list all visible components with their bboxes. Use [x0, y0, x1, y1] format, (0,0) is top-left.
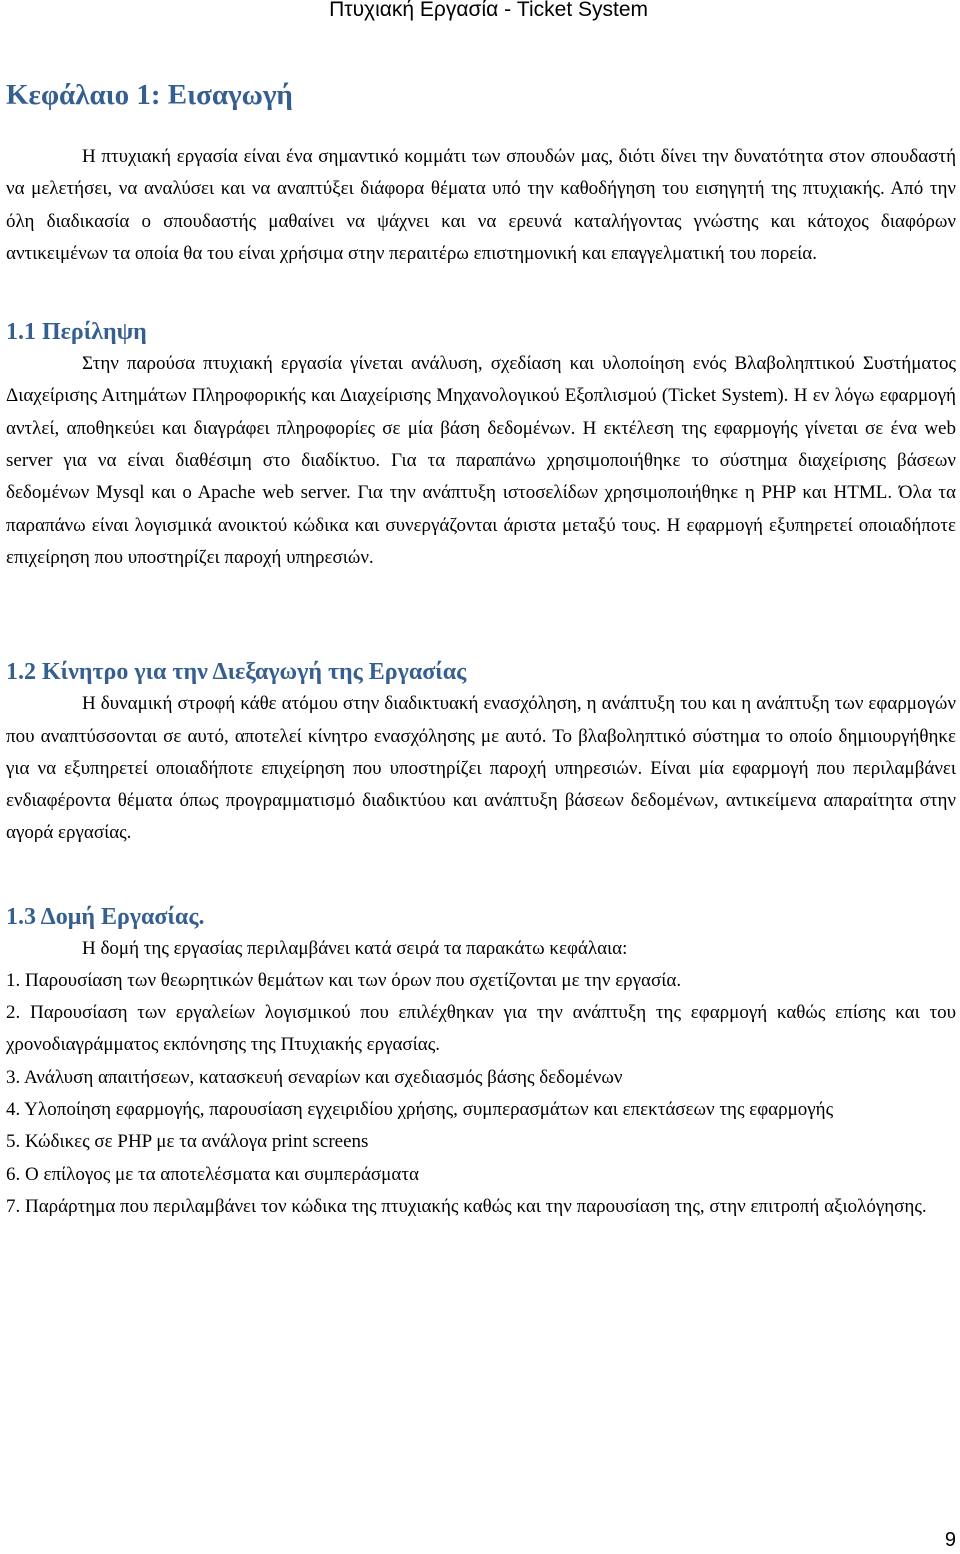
list-item: 3. Ανάλυση απαιτήσεων, κατασκευή σεναρίων και σχεδιασμός βάσης δεδομένων — [6, 1066, 623, 1088]
list-item: 2. Παρουσίαση των εργαλείων λογισμικού που επιλέχθηκαν για την ανάπτυξη της εφαρμογή καθώς επίσης και του χρονοδιαγράμματος εκπόνησης της Πτυχιακής εργασίας. — [6, 1002, 956, 1056]
running-header: Πτυχιακή Εργασία - Ticket System — [329, 0, 648, 21]
list-item: 1. Παρουσίαση των θεωρητικών θεμάτων και των όρων που σχετίζονται με την εργασία. — [6, 969, 682, 991]
section-1-1-title: 1.1 Περίληψη — [6, 319, 147, 346]
list-item: 4. Υλοποίηση εφαρμογής, παρουσίαση εγχειριδίου χρήσης, συμπερασμάτων και επεκτάσεων της εφαρμογής — [6, 1098, 834, 1120]
chapter-title: Κεφάλαιο 1: Εισαγωγή — [6, 79, 293, 111]
page-content — [6, 70, 956, 1223]
section-1-2-title: 1.2 Κίνητρο για την Διεξαγωγή της Εργασίας — [6, 659, 467, 686]
list-item: 5. Κώδικες σε PHP με τα ανάλογα print screens — [6, 1131, 369, 1153]
list-item: 6. Ο επίλογος με τα αποτελέσματα και συμπεράσματα — [6, 1163, 419, 1185]
section-1-1-paragraph: Στην παρούσα πτυχιακή εργασία γίνεται ανάλυση, σχεδίαση και υλοποίηση ενός Βλαβοληπτικού Συστήματος Διαχείρισης Αιτημάτων Πληροφορικής και Διαχείρισης Μηχανολογικού Εξοπλισμού (Ticket System). Η εν λόγω εφαρμογή αντλεί, αποθηκεύει και διαγράφει πληροφορίες σε μία βάση δεδομένων. Η εκτέλεση της εφαρμογής γίνεται σε ένα web server για να είναι διαθέσιμη στο διαδίκτυο. Για τα παραπάνω χρησιμοποιήθηκε το σύστημα διαχείρισης βάσεων δεδομένων Mysql και o Apache web server. Για την ανάπτυξη ιστοσελίδων χρησιμοποιήθηκε η PHP και HTML. Όλα τα παραπάνω είναι λογισμικά ανοικτού κώδικα και συνεργάζονται άριστα μεταξύ τους. Η εφαρμογή εξυπηρετεί οποιαδήποτε επιχείρηση που υποστηρίζει παροχή υπηρεσιών. — [6, 353, 956, 568]
chapter-intro-paragraph: Η πτυχιακή εργασία είναι ένα σημαντικό κομμάτι των σπουδών μας, διότι δίνει την δυνατότητα στον σπουδαστή να μελετήσει, να αναλύσει και να αναπτύξει διάφορα θέματα υπό την καθοδήγηση του εισηγητή της πτυχιακής. Από την όλη διαδικασία ο σπουδαστής μαθαίνει να ψάχνει και να ερευνά καταλήγοντας γνώστης και κάτοχος διαφόρων αντικειμένων τα οποία θα του είναι χρήσιμα στην περαιτέρω επιστημονική και επαγγελματική του πορεία. — [6, 146, 956, 264]
section-1-3-title: 1.3 Δομή Εργασίας. — [6, 903, 205, 930]
list-item: 7. Παράρτημα που περιλαμβάνει τον κώδικα της πτυχιακής καθώς και την παρουσίαση της, στην επιτροπή αξιολόγησης. — [6, 1195, 927, 1217]
section-1-3-intro: Η δομή της εργασίας περιλαμβάνει κατά σειρά τα παρακάτω κεφάλαια: — [82, 937, 628, 959]
section-1-2-paragraph: Η δυναμική στροφή κάθε ατόμου στην διαδικτυακή ενασχόληση, η ανάπτυξη του και η ανάπτυξη των εφαρμογών που αναπτύσσονται σε αυτό, αποτελεί κίνητρο ενασχόλησης με αυτό. Το βλαβοληπτικό σύστημα το οποίο δημιουργήθηκε για να εξυπηρετεί οποιαδήποτε επιχείρηση που υποστηρίζει παροχή υπηρεσιών. Είναι μία εφαρμογή που περιλαμβάνει ενδιαφέροντα θέματα όπως προγραμματισμό διαδικτύου και ανάπτυξη βάσεων δεδομένων, αντικείμενα απαραίτητα στην αγορά εργασίας. — [6, 693, 956, 844]
page-number: 9 — [944, 1529, 956, 1551]
